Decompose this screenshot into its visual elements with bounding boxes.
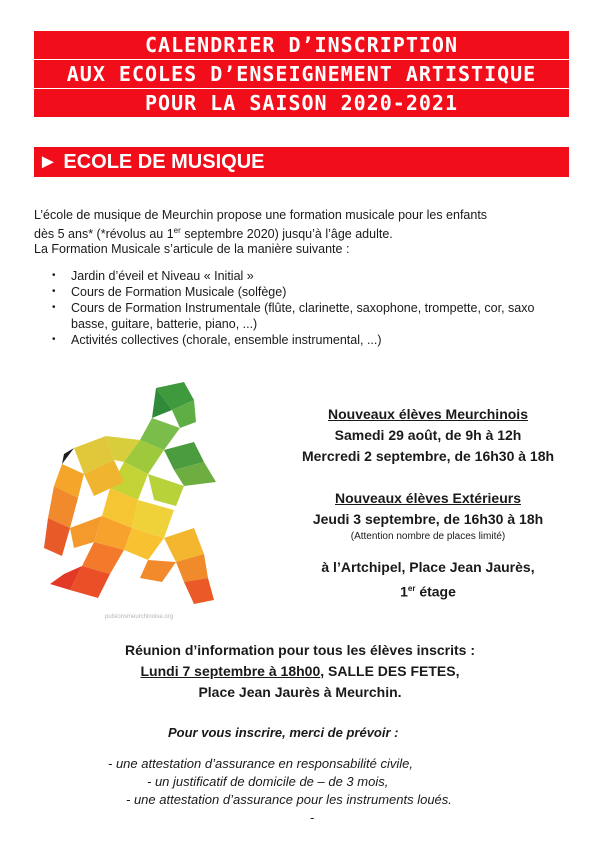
location-line-1: à l’Artchipel, Place Jean Jaurès, bbox=[321, 559, 535, 575]
meurchinois-date-2: Mercredi 2 septembre, de 16h30 à 18h bbox=[301, 448, 555, 464]
exterieurs-date-1: Jeudi 3 septembre, de 16h30 à 18h bbox=[312, 511, 544, 527]
meurchinois-schedule bbox=[278, 404, 578, 467]
meurchinois-heading: Nouveaux élèves Meurchinois bbox=[328, 406, 528, 422]
exterieurs-heading: Nouveaux élèves Extérieurs bbox=[335, 490, 521, 506]
location-line-2-post: étage bbox=[415, 583, 456, 600]
meurchinois-date-1: Samedi 29 août, de 9h à 12h bbox=[334, 427, 522, 443]
image-credit: pulsionsmeurchinoise.org bbox=[105, 614, 174, 620]
prevoir-title: Pour vous inscrire, merci de prévoir : bbox=[168, 725, 399, 740]
location-line-2-pre: 1 bbox=[400, 583, 408, 600]
intro-line-3: La Formation Musicale s’articule de la manière suivante : bbox=[34, 242, 350, 257]
reunion-line-3: Place Jean Jaurès à Meurchin. bbox=[198, 684, 402, 700]
location-line-2 bbox=[278, 578, 578, 603]
location-line-2-sup: er bbox=[407, 584, 416, 593]
intro-line-1: L’école de musique de Meurchin propose une formation musicale pour les enfants bbox=[34, 208, 488, 222]
list-item: - une attestation d’assurance pour les instruments loués. bbox=[126, 792, 452, 807]
list-item: • Cours de Formation Musicale (solfège) bbox=[52, 284, 572, 300]
title-banner-line-2: AUX ECOLES D’ENSEIGNEMENT ARTISTIQUE bbox=[34, 60, 569, 88]
list-item: - bbox=[310, 810, 315, 825]
list-item: - un justificatif de domicile de – de 3 mois, bbox=[147, 774, 389, 789]
list-item: - une attestation d’assurance en responsabilité civile, bbox=[108, 756, 413, 771]
exterieurs-schedule bbox=[278, 488, 578, 544]
intro-line-2-sup: er bbox=[173, 226, 181, 235]
reunion-block bbox=[50, 640, 550, 703]
list-item: • Jardin d’éveil et Niveau « Initial » bbox=[52, 268, 572, 284]
title-banner-line-3: POUR LA SAISON 2020-2021 bbox=[34, 89, 569, 117]
intro-line-2-post: septembre 2020) jusqu’à l’âge adulte. bbox=[180, 227, 393, 242]
reunion-place: , SALLE DES FETES, bbox=[320, 663, 460, 679]
list-item: • Cours de Formation Instrumentale (flûte, clarinette, saxophone, trompette, cor, saxo basse, guitare, batterie, piano, ...) bbox=[52, 300, 572, 332]
reunion-line-1: Réunion d’information pour tous les élèves inscrits : bbox=[124, 642, 476, 658]
reunion-line-2 bbox=[50, 661, 550, 682]
formation-list bbox=[52, 268, 572, 348]
intro-line-2-pre: dès 5 ans* (*révolus au 1 bbox=[34, 227, 174, 242]
musician-guitar-illustration bbox=[44, 378, 224, 618]
exterieurs-note: (Attention nombre de places limité) bbox=[350, 531, 506, 542]
intro-line-2 bbox=[34, 223, 564, 242]
location-block bbox=[278, 557, 578, 603]
section-title-ecole-musique: ► ECOLE DE MUSIQUE bbox=[34, 147, 569, 177]
reunion-date: Lundi 7 septembre à 18h00 bbox=[140, 663, 321, 679]
title-banner-line-1: CALENDRIER D’INSCRIPTION bbox=[34, 31, 569, 59]
intro-paragraph bbox=[34, 208, 564, 257]
list-item: • Activités collectives (chorale, ensemble instrumental, ...) bbox=[52, 332, 572, 348]
